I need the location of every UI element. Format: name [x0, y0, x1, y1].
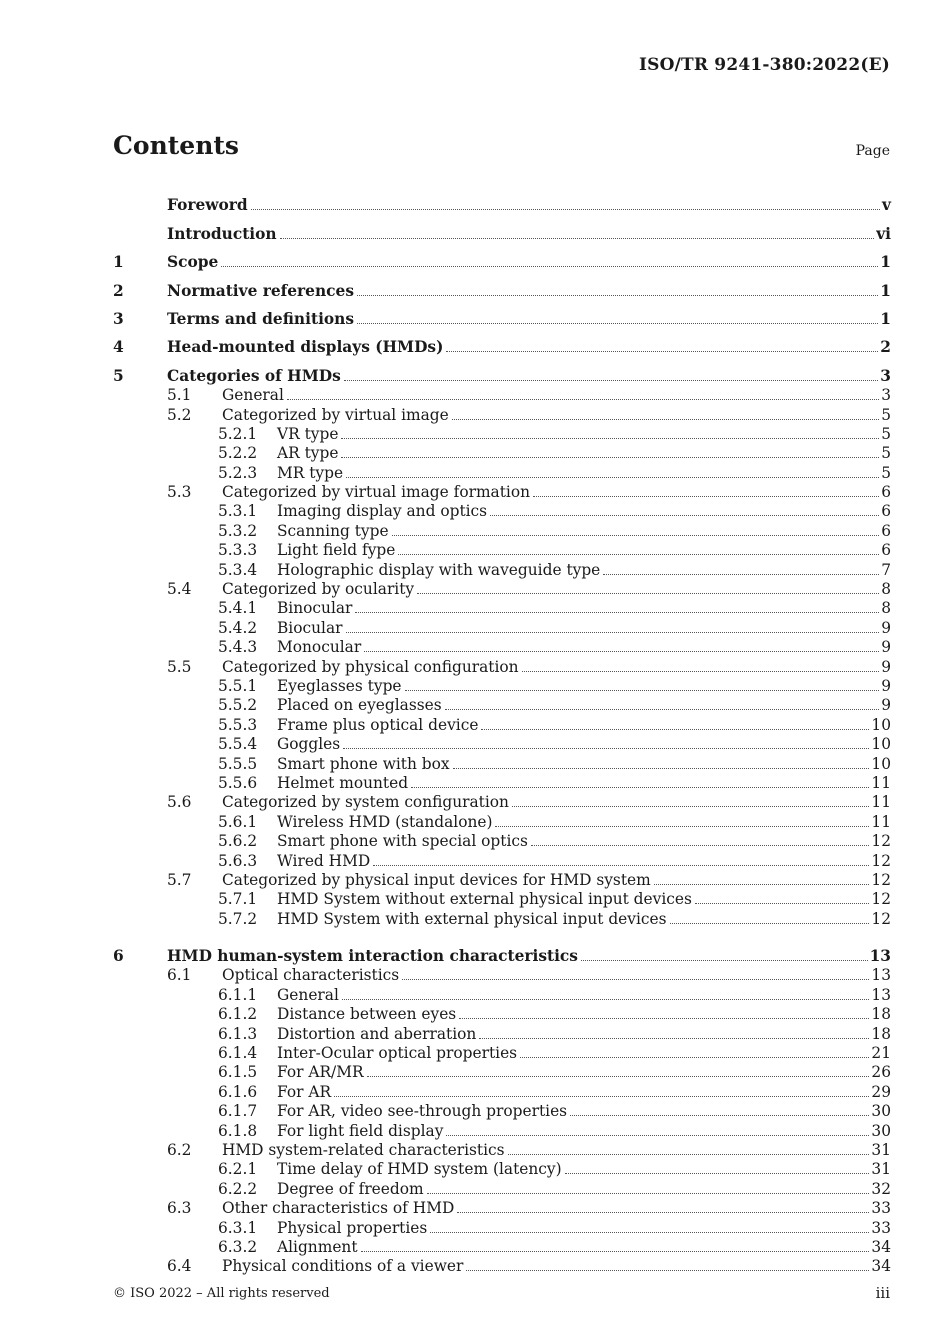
- toc-entry[interactable]: [113, 695, 891, 714]
- toc-entry[interactable]: [113, 1198, 891, 1217]
- toc-entry-page: 33: [871, 1218, 891, 1237]
- toc-entry-page: 34: [871, 1257, 891, 1276]
- toc-entry-page: 1: [880, 281, 891, 300]
- toc-entry[interactable]: [113, 1043, 891, 1062]
- dot-leader: [654, 884, 870, 885]
- toc-entry[interactable]: [113, 328, 891, 356]
- toc-entry-number: 5.5.4: [218, 735, 258, 754]
- dot-leader: [695, 903, 870, 904]
- toc-entry[interactable]: [113, 714, 891, 733]
- toc-entry[interactable]: [113, 404, 891, 423]
- toc-entry-page: 31: [871, 1160, 891, 1179]
- dot-leader: [670, 923, 870, 924]
- toc-entry-page: 5: [881, 444, 891, 463]
- toc-entry-number: 5.6.1: [218, 812, 258, 831]
- dot-leader: [355, 612, 879, 613]
- toc-entry[interactable]: [113, 385, 891, 404]
- toc-entry[interactable]: [113, 1178, 891, 1197]
- toc-entry-number: 5.3.2: [218, 521, 258, 540]
- toc-entry-number: 5.5.3: [218, 715, 258, 734]
- toc-entry-number: 6.1.5: [218, 1063, 258, 1082]
- toc-entry[interactable]: [113, 1237, 891, 1256]
- toc-entry-page: 18: [871, 1005, 891, 1024]
- toc-entry[interactable]: [113, 243, 891, 271]
- toc-entry-page: 6: [881, 483, 891, 502]
- toc-entry[interactable]: [113, 579, 891, 598]
- dot-leader: [287, 399, 879, 400]
- toc-entry-number: 5.4: [167, 580, 192, 599]
- toc-entry-page: 12: [871, 890, 891, 909]
- toc-entry[interactable]: [113, 792, 891, 811]
- toc-entry-title: Distortion and aberration: [277, 1024, 477, 1043]
- toc-entry-title: Biocular: [277, 618, 343, 637]
- toc-entry-number: 5.3.4: [218, 560, 258, 579]
- toc-entry-title: Smart phone with box: [277, 754, 450, 773]
- toc-entry-number: 6.1.2: [218, 1005, 258, 1024]
- toc-entry[interactable]: [113, 1217, 891, 1236]
- toc-entry-title: Scanning type: [277, 521, 389, 540]
- dot-leader: [581, 960, 868, 961]
- toc-entry-page: 8: [881, 599, 891, 618]
- toc-entry-number: 5.4.3: [218, 638, 258, 657]
- dot-leader: [603, 574, 879, 575]
- toc-entry-number: 5.5.6: [218, 773, 258, 792]
- page-column-label: Page: [855, 143, 890, 159]
- toc-entry-number: 6.2: [167, 1140, 192, 1159]
- dot-leader: [481, 729, 869, 730]
- toc-entry-title: Categorized by virtual image: [222, 405, 449, 424]
- toc-entry-title: Physical properties: [277, 1218, 428, 1237]
- toc-entry-title: Categories of HMDs: [167, 366, 341, 385]
- toc-entry-title: General: [222, 386, 284, 405]
- toc-entry[interactable]: [113, 676, 891, 695]
- toc-entry-title: Other characteristics of HMD: [222, 1199, 455, 1218]
- toc-entry-title: VR type: [277, 424, 339, 443]
- toc-entry[interactable]: [113, 271, 891, 299]
- toc-entry[interactable]: [113, 559, 891, 578]
- document-id-header: ISO/TR 9241-380:2022(E): [638, 55, 890, 75]
- toc-entry-number: 2: [113, 281, 124, 300]
- dot-leader: [405, 690, 880, 691]
- dot-leader: [357, 295, 878, 296]
- toc-entry-title: Categorized by virtual image formation: [222, 483, 531, 502]
- toc-entry[interactable]: [113, 214, 891, 242]
- dot-leader: [452, 419, 879, 420]
- toc-entry[interactable]: [113, 1120, 891, 1139]
- toc-entry-page: 9: [881, 657, 891, 676]
- copyright-footer: © ISO 2022 – All rights reserved: [113, 1286, 330, 1301]
- toc-entry-page: 30: [871, 1102, 891, 1121]
- toc-entry-page: 1: [880, 309, 891, 328]
- toc-entry-page: 5: [881, 405, 891, 424]
- toc-entry-number: 4: [113, 338, 124, 357]
- toc-entry-title: For AR: [277, 1082, 332, 1101]
- toc-entry-page: 11: [871, 793, 891, 812]
- toc-entry-title: Degree of freedom: [277, 1179, 424, 1198]
- dot-leader: [430, 1232, 869, 1233]
- toc-entry-number: 6.1.8: [218, 1121, 258, 1140]
- toc-entry-title: Physical conditions of a viewer: [222, 1257, 464, 1276]
- toc-entry-page: 11: [871, 812, 891, 831]
- toc-entry-title: Monocular: [277, 638, 362, 657]
- toc-entry-title: For AR/MR: [277, 1063, 364, 1082]
- toc-entry[interactable]: [113, 889, 891, 908]
- toc-entry-number: 5.3.3: [218, 541, 258, 560]
- dot-leader: [343, 748, 869, 749]
- toc-entry-title: Alignment: [277, 1237, 358, 1256]
- toc-entry-page: 12: [871, 832, 891, 851]
- dot-leader: [364, 651, 879, 652]
- toc-entry[interactable]: [113, 617, 891, 636]
- toc-entry-number: 6.1.1: [218, 985, 258, 1004]
- toc-entry[interactable]: [113, 870, 891, 889]
- toc-entry[interactable]: [113, 186, 891, 214]
- toc-entry-page: 26: [871, 1063, 891, 1082]
- toc-entry-title: Binocular: [277, 599, 353, 618]
- toc-entry[interactable]: [113, 656, 891, 675]
- toc-entry-title: Helmet mounted: [277, 773, 409, 792]
- dot-leader: [346, 632, 880, 633]
- toc-entry-page: 9: [881, 638, 891, 657]
- toc-entry-number: 1: [113, 253, 124, 272]
- toc-entry-page: 12: [871, 870, 891, 889]
- toc-entry-title: For AR, video see-through properties: [277, 1102, 568, 1121]
- toc-entry-number: 6.4: [167, 1257, 192, 1276]
- toc-entry-number: 3: [113, 309, 124, 328]
- toc-entry-title: HMD human-system interaction characteristics: [167, 947, 578, 966]
- toc-entry[interactable]: [113, 965, 891, 984]
- toc-entry[interactable]: [113, 1256, 891, 1275]
- toc-entry-title: Light field fype: [277, 541, 396, 560]
- toc-entry-number: 5.2.2: [218, 444, 258, 463]
- toc-entry-number: 5.7: [167, 870, 192, 889]
- toc-entry[interactable]: [113, 637, 891, 656]
- toc-entry-page: 32: [871, 1179, 891, 1198]
- toc-entry-title: AR type: [277, 444, 339, 463]
- dot-leader: [251, 209, 880, 210]
- toc-entry[interactable]: [113, 540, 891, 559]
- toc-entry[interactable]: [113, 482, 891, 501]
- toc-entry[interactable]: [113, 501, 891, 520]
- toc-entry-page: 34: [871, 1237, 891, 1256]
- toc-entry-number: 6.1.7: [218, 1102, 258, 1121]
- toc-entry-title: Goggles: [277, 735, 341, 754]
- toc-entry-number: 5.2.3: [218, 463, 258, 482]
- toc-entry-title: Eyeglasses type: [277, 676, 402, 695]
- toc-entry[interactable]: [113, 753, 891, 772]
- toc-entry[interactable]: [113, 811, 891, 830]
- toc-entry-number: 5.5.5: [218, 754, 258, 773]
- toc-entry-number: 5.5.2: [218, 696, 258, 715]
- dot-leader: [398, 554, 879, 555]
- toc-entry-number: 5.1: [167, 386, 192, 405]
- toc-entry-page: 33: [871, 1199, 891, 1218]
- dot-leader: [522, 671, 880, 672]
- dot-leader: [459, 1018, 869, 1019]
- toc-entry[interactable]: [113, 908, 891, 927]
- dot-leader: [490, 515, 879, 516]
- toc-entry-title: Categorized by system configuration: [222, 793, 509, 812]
- toc-entry-number: 6.1.6: [218, 1082, 258, 1101]
- toc-entry-title: Terms and definitions: [167, 309, 355, 328]
- toc-entry-page: 12: [871, 851, 891, 870]
- toc-entry-title: Scope: [167, 253, 219, 272]
- toc-entry-title: Imaging display and optics: [277, 502, 488, 521]
- dot-leader: [411, 787, 869, 788]
- toc-entry-number: 5.6: [167, 793, 192, 812]
- toc-entry-number: 6.1.3: [218, 1024, 258, 1043]
- toc-entry-title: Normative references: [167, 281, 354, 300]
- contents-heading: Contents: [113, 131, 240, 160]
- toc-entry-number: 5.4.2: [218, 618, 258, 637]
- toc-entry[interactable]: [113, 598, 891, 617]
- toc-entry-page: v: [882, 196, 891, 215]
- toc-entry-title: Holographic display with waveguide type: [277, 560, 601, 579]
- table-of-contents: [113, 186, 891, 1275]
- page-number: iii: [875, 1284, 890, 1302]
- dot-leader: [346, 477, 879, 478]
- dot-leader: [334, 1096, 869, 1097]
- toc-entry-page: 2: [880, 338, 891, 357]
- toc-entry-number: 5.3: [167, 483, 192, 502]
- toc-entry[interactable]: [113, 1004, 891, 1023]
- toc-entry[interactable]: [113, 520, 891, 539]
- toc-entry-page: 13: [871, 985, 891, 1004]
- toc-entry-title: Frame plus optical device: [277, 715, 479, 734]
- toc-entry-page: 12: [871, 909, 891, 928]
- toc-entry-number: 6.3.2: [218, 1237, 258, 1256]
- toc-entry[interactable]: [113, 850, 891, 869]
- dot-leader: [427, 1193, 870, 1194]
- toc-entry-page: 11: [871, 773, 891, 792]
- toc-entry-title: General: [277, 985, 339, 1004]
- toc-entry-number: 5.5.1: [218, 676, 258, 695]
- toc-entry-title: Foreword: [167, 196, 248, 215]
- toc-entry-page: 13: [871, 966, 891, 985]
- toc-entry[interactable]: [113, 424, 891, 443]
- toc-entry[interactable]: [113, 1101, 891, 1120]
- toc-entry-number: 5.7.2: [218, 909, 258, 928]
- dot-leader: [520, 1057, 869, 1058]
- toc-entry-page: 9: [881, 676, 891, 695]
- dot-leader: [453, 768, 870, 769]
- dot-leader: [344, 380, 879, 381]
- dot-leader: [445, 709, 880, 710]
- toc-entry-title: HMD system-related characteristics: [222, 1140, 505, 1159]
- toc-entry-number: 6.3: [167, 1199, 192, 1218]
- toc-entry[interactable]: [113, 937, 891, 965]
- dot-leader: [565, 1173, 870, 1174]
- toc-entry[interactable]: [113, 1023, 891, 1042]
- toc-entry-title: HMD System without external physical input devices: [277, 890, 692, 909]
- toc-entry-number: 6.1.4: [218, 1044, 258, 1063]
- toc-entry-number: 5.4.1: [218, 599, 258, 618]
- dot-leader: [341, 457, 879, 458]
- toc-entry-page: 30: [871, 1121, 891, 1140]
- toc-entry-page: 5: [881, 424, 891, 443]
- toc-entry-page: 13: [869, 947, 891, 966]
- toc-entry-title: MR type: [277, 463, 344, 482]
- toc-entry-page: 21: [871, 1044, 891, 1063]
- toc-entry-title: Time delay of HMD system (latency): [277, 1160, 562, 1179]
- toc-entry[interactable]: [113, 300, 891, 328]
- toc-entry-title: Distance between eyes: [277, 1005, 457, 1024]
- toc-entry-number: 5.6.2: [218, 832, 258, 851]
- toc-entry-page: 10: [871, 735, 891, 754]
- dot-leader: [570, 1115, 869, 1116]
- dot-leader: [221, 266, 878, 267]
- toc-entry-page: 9: [881, 618, 891, 637]
- dot-leader: [495, 826, 869, 827]
- toc-entry[interactable]: [113, 1159, 891, 1178]
- toc-entry-number: 5.2.1: [218, 424, 258, 443]
- toc-entry-page: 6: [881, 521, 891, 540]
- toc-entry-page: 31: [871, 1140, 891, 1159]
- toc-entry-page: 3: [880, 366, 891, 385]
- toc-entry-number: 5: [113, 366, 124, 385]
- toc-entry-number: 6.3.1: [218, 1218, 258, 1237]
- toc-entry-page: 8: [881, 580, 891, 599]
- toc-entry-title: Optical characteristics: [222, 966, 400, 985]
- toc-entry-title: Wired HMD: [277, 851, 371, 870]
- dot-leader: [373, 865, 869, 866]
- toc-entry-title: Inter-Ocular optical properties: [277, 1044, 518, 1063]
- toc-entry[interactable]: [113, 773, 891, 792]
- toc-entry[interactable]: [113, 1062, 891, 1081]
- toc-entry-number: 6.2.2: [218, 1179, 258, 1198]
- toc-entry[interactable]: [113, 1081, 891, 1100]
- toc-entry-page: 3: [881, 386, 891, 405]
- toc-entry-page: 9: [881, 696, 891, 715]
- dot-leader: [402, 979, 869, 980]
- toc-entry-number: 5.3.1: [218, 502, 258, 521]
- dot-leader: [361, 1251, 870, 1252]
- toc-entry-title: Categorized by physical input devices for HMD system: [222, 870, 651, 889]
- dot-leader: [508, 1154, 870, 1155]
- toc-entry-page: 1: [880, 253, 891, 272]
- toc-entry-page: 10: [871, 754, 891, 773]
- dot-leader: [341, 438, 879, 439]
- dot-leader: [466, 1270, 869, 1271]
- toc-entry-number: 5.6.3: [218, 851, 258, 870]
- toc-entry-page: 10: [871, 715, 891, 734]
- toc-entry-title: Wireless HMD (standalone): [277, 812, 493, 831]
- dot-leader: [531, 845, 869, 846]
- toc-entry[interactable]: [113, 831, 891, 850]
- toc-entry-page: 18: [871, 1024, 891, 1043]
- dot-leader: [342, 999, 870, 1000]
- toc-entry-title: Categorized by physical configuration: [222, 657, 519, 676]
- toc-entry-page: 6: [881, 541, 891, 560]
- toc-entry-number: 6.2.1: [218, 1160, 258, 1179]
- toc-entry[interactable]: [113, 734, 891, 753]
- dot-leader: [512, 806, 869, 807]
- toc-entry-number: 5.7.1: [218, 890, 258, 909]
- toc-entry-title: Head-mounted displays (HMDs): [167, 338, 444, 357]
- toc-entry-number: 5.2: [167, 405, 192, 424]
- toc-entry-page: 7: [881, 560, 891, 579]
- toc-entry-title: For light field display: [277, 1121, 444, 1140]
- toc-entry-title: Introduction: [167, 224, 277, 243]
- dot-leader: [479, 1038, 869, 1039]
- toc-entry-title: Categorized by ocularity: [222, 580, 415, 599]
- toc-entry-number: 6: [113, 947, 124, 966]
- toc-entry-page: 29: [871, 1082, 891, 1101]
- dot-leader: [457, 1212, 869, 1213]
- toc-entry-number: 6.1: [167, 966, 192, 985]
- toc-entry-title: Placed on eyeglasses: [277, 696, 442, 715]
- toc-entry-title: HMD System with external physical input devices: [277, 909, 667, 928]
- dot-leader: [392, 535, 880, 536]
- toc-entry-page: 5: [881, 463, 891, 482]
- toc-entry[interactable]: [113, 356, 891, 384]
- dot-leader: [280, 238, 875, 239]
- toc-entry[interactable]: [113, 443, 891, 462]
- dot-leader: [446, 1135, 869, 1136]
- toc-entry-page: 6: [881, 502, 891, 521]
- dot-leader: [367, 1076, 870, 1077]
- dot-leader: [533, 496, 879, 497]
- toc-entry-number: 5.5: [167, 657, 192, 676]
- toc-entry-title: Smart phone with special optics: [277, 832, 528, 851]
- toc-entry-page: vi: [876, 224, 891, 243]
- toc-entry[interactable]: [113, 984, 891, 1003]
- toc-entry[interactable]: [113, 1140, 891, 1159]
- dot-leader: [357, 323, 878, 324]
- dot-leader: [446, 351, 878, 352]
- dot-leader: [417, 593, 879, 594]
- toc-entry[interactable]: [113, 462, 891, 481]
